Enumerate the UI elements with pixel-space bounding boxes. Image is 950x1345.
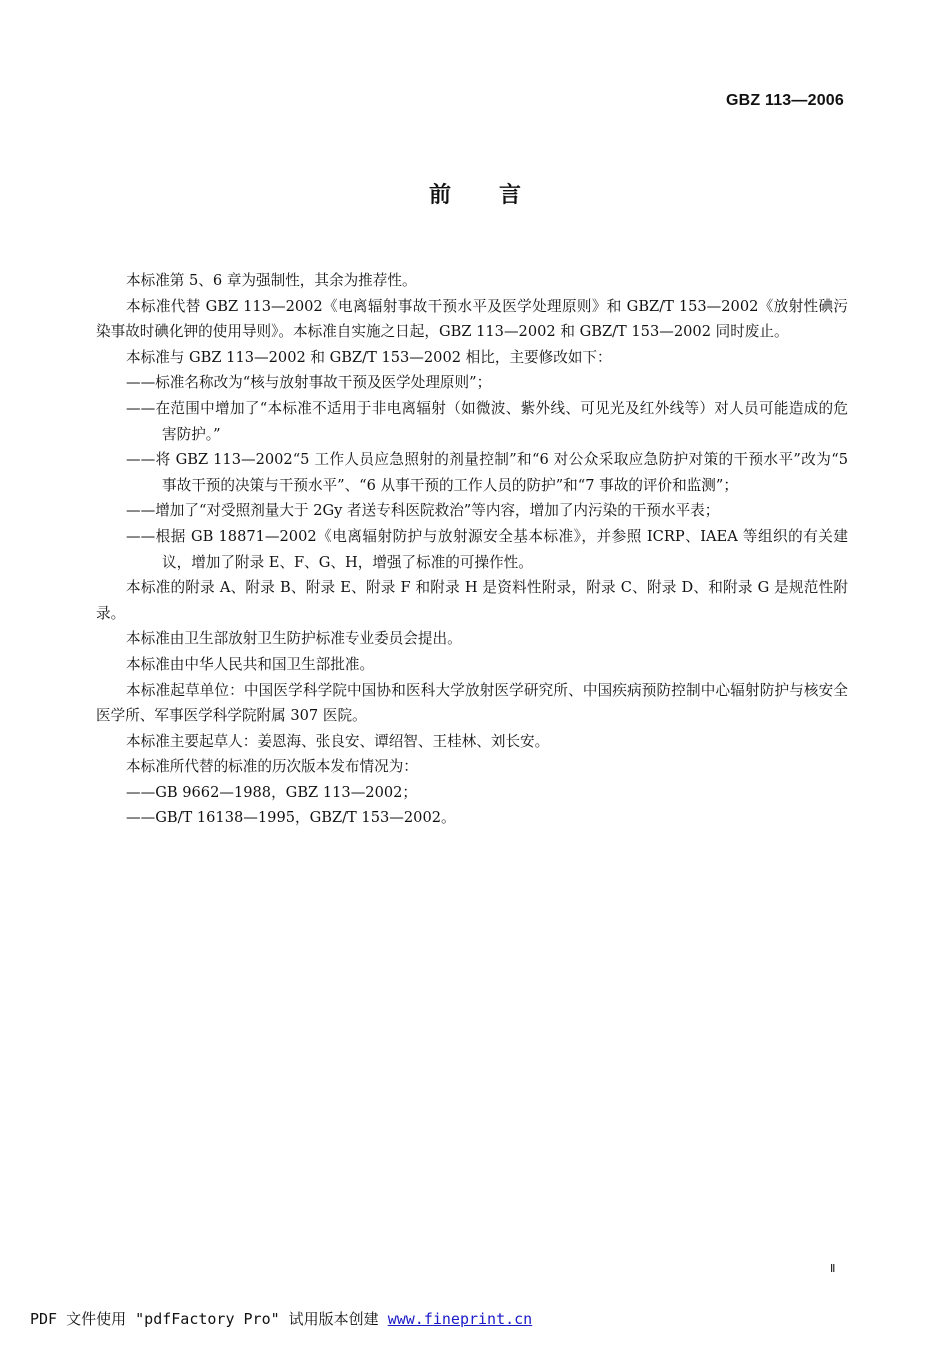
history-item-1: ——GB 9662—1988，GBZ 113—2002；: [126, 783, 418, 801]
change-item-scope: ——在范围中增加了“本标准不适用于非电离辐射（如微波、紫外线、可见光及红外线等）对人员可能造成的危害防护。”: [126, 399, 848, 443]
change-item-appendices: ——根据 GB 18871—2002《电离辐射防护与放射源安全基本标准》，并参照 ICRP、IAEA 等组织的有关建议，增加了附录 E、F、G、H，增强了标准的可操作性。: [126, 527, 848, 571]
page-number: Ⅱ: [830, 1263, 836, 1275]
change-item-treatment: ——增加了“对受照剂量大于 2Gy 者送专科医院救治”等内容，增加了内污染的干预水平表；: [126, 502, 720, 520]
paragraph-approver: 本标准由中华人民共和国卫生部批准。: [126, 655, 375, 673]
paragraph-proposer: 本标准由卫生部放射卫生防护标准专业委员会提出。: [126, 630, 462, 648]
footer-text: PDF 文件使用 "pdfFactory Pro" 试用版本创建: [30, 1310, 379, 1328]
paragraph-drafting-units: 本标准起草单位：中国医学科学院中国协和医科大学放射医学研究所、中国疾病预防控制中心辐射防护与核安全医学所、军事医学科学院附属 307 医院。: [96, 681, 848, 725]
document-code: GBZ 113—2006: [725, 92, 844, 109]
paragraph-changes-intro: 本标准与 GBZ 113—2002 和 GBZ/T 153—2002 相比，主要修改如下：: [126, 348, 612, 366]
footer-link[interactable]: www.fineprint.cn: [387, 1310, 533, 1328]
page-title: 前言: [428, 182, 569, 208]
pdf-footer: [30, 1308, 532, 1329]
paragraph-replaces: 本标准代替 GBZ 113—2002《电离辐射事故干预水平及医学处理原则》和 GBZ/T 153—2002《放射性碘污染事故时碘化钾的使用导则》。本标准自实施之日起，GBZ 113—2002 和 GBZ/T 153—2002 同时废止。: [96, 297, 848, 341]
foreword-body: [96, 268, 848, 831]
change-item-chapters: ——将 GBZ 113—2002“5 工作人员应急照射的剂量控制”和“6 对公众采取应急防护对策的干预水平”改为“5 事故干预的决策与干预水平”、“6 从事干预的工作人员的防护”和“7 事故的评价和监测”；: [126, 451, 848, 494]
paragraph-mandatory-chapters: 本标准第 5、6 章为强制性，其余为推荐性。: [126, 272, 417, 289]
paragraph-appendix-types: 本标准的附录 A、附录 B、附录 E、附录 F 和附录 H 是资料性附录，附录 C、附录 D、和附录 G 是规范性附录。: [96, 579, 848, 622]
paragraph-history-intro: 本标准所代替的标准的历次版本发布情况为：: [126, 758, 418, 776]
history-item-2: ——GB/T 16138—1995，GBZ/T 153—2002。: [126, 809, 456, 827]
paragraph-drafters: 本标准主要起草人：姜恩海、张良安、谭绍智、王桂林、刘长安。: [126, 732, 550, 750]
change-item-name: ——标准名称改为“核与放射事故干预及医学处理原则”；: [126, 374, 492, 392]
